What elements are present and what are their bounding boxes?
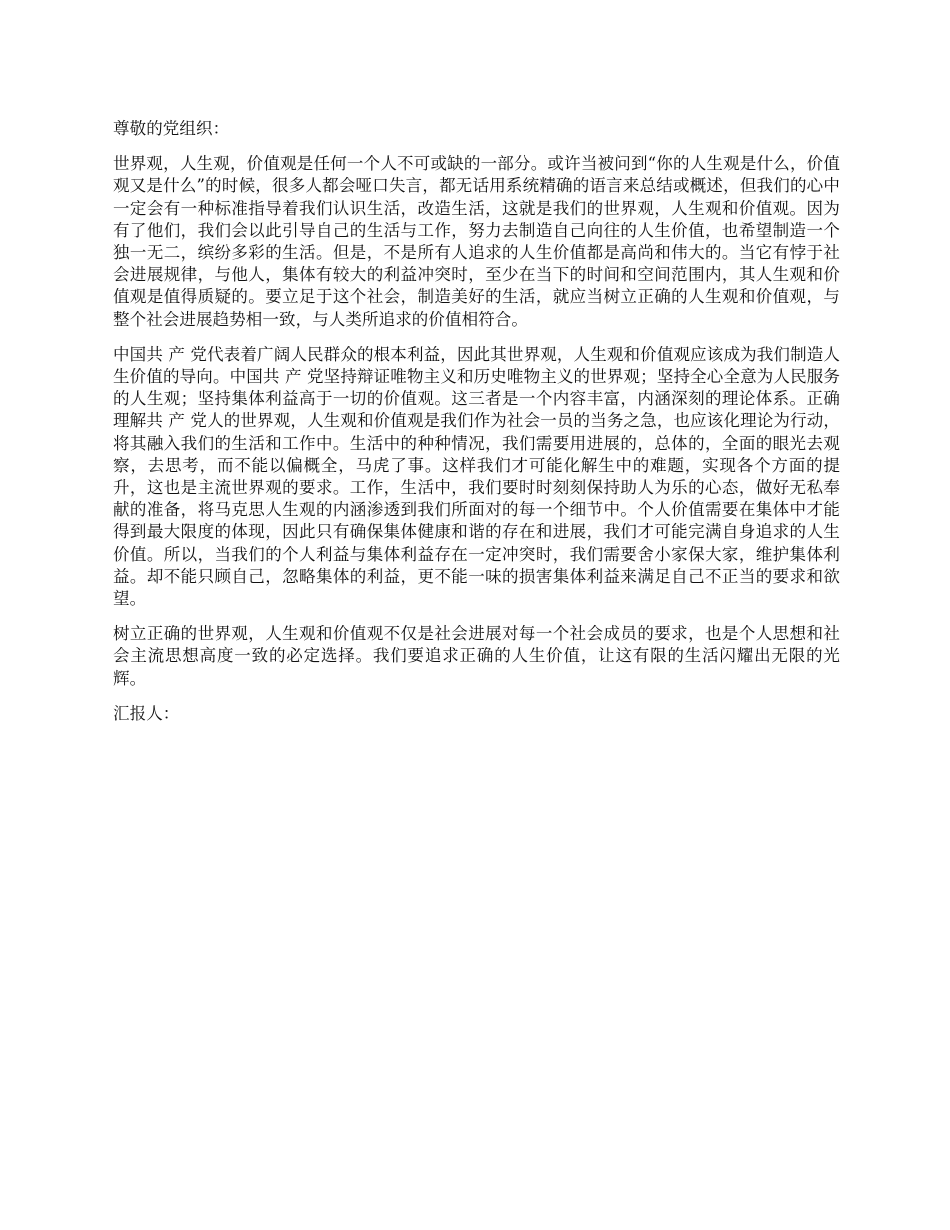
salutation: 尊敬的党组织： xyxy=(113,119,230,138)
paragraph-2: 中国共 产 党代表着广阔人民群众的根本利益，因此其世界观，人生观和价值观应该成为我们制造人生价值的导向。中国共 产 党坚持辩证唯物主义和历史唯物主义的世界观；坚持全心全意为人民服务的人生观；坚持集体利益高于一切的价值观。这三者是一个内容丰富，内涵深刻的理论体系。正确理解共 产 党人的世界观，人生观和价值观是我们作为社会一员的当务之急，也应该化理论为行动，将其融入我们的生活和工作中。生活中的种种情况，我们需要用进展的，总体的，全面的眼光去观察，去思考，而不能以偏概全，马虎了事。这样我们才可能化解生中的难题，实现各个方面的提升，这也是主流世界观的要求。工作，生活中，我们要时时刻刻保持助人为乐的心态，做好无私奉献的准备，将马克思人生观的内涵渗透到我们所面对的每一个细节中。个人价值需要在集体中才能得到最大限度的体现，因此只有确保集体健康和谐的存在和进展，我们才可能完满自身追求的人生价值。所以，当我们的个人利益与集体利益存在一定冲突时，我们需要舍小家保大家，维护集体利益。却不能只顾自己，忽略集体的利益，更不能一味的损害集体利益来满足自己不正当的要求和欲望。 xyxy=(113,344,840,609)
signature-line: 汇报人： xyxy=(113,703,180,723)
paragraph-1: 世界观，人生观，价值观是任何一个人不可或缺的一部分。或许当被问到“你的人生观是什么，价值观又是什么”的时候，很多人都会哑口失言，都无话用系统精确的语言来总结或概述，但我们的心中一定会有一种标准指导着我们认识生活，改造生活，这就是我们的世界观，人生观和价值观。因为有了他们，我们会以此引导自己的生活与工作，努力去制造自己向往的人生价值，也希望制造一个独一无二，缤纷多彩的生活。但是，不是所有人追求的人生价值都是高尚和伟大的。当它有悖于社会进展规律，与他人，集体有较大的利益冲突时，至少在当下的时间和空间范围内，其人生观和价值观是值得质疑的。要立足于这个社会，制造美好的生活，就应当树立正确的人生观和价值观，与整个社会进展趋势相一致，与人类所追求的价值相符合。 xyxy=(113,154,840,329)
paragraph-3: 树立正确的世界观，人生观和价值观不仅是社会进展对每一个社会成员的要求，也是个人思想和社会主流思想高度一致的必定选择。我们要追求正确的人生价值，让这有限的生活闪耀出无限的光辉。 xyxy=(113,624,840,688)
document-page xyxy=(113,118,840,738)
